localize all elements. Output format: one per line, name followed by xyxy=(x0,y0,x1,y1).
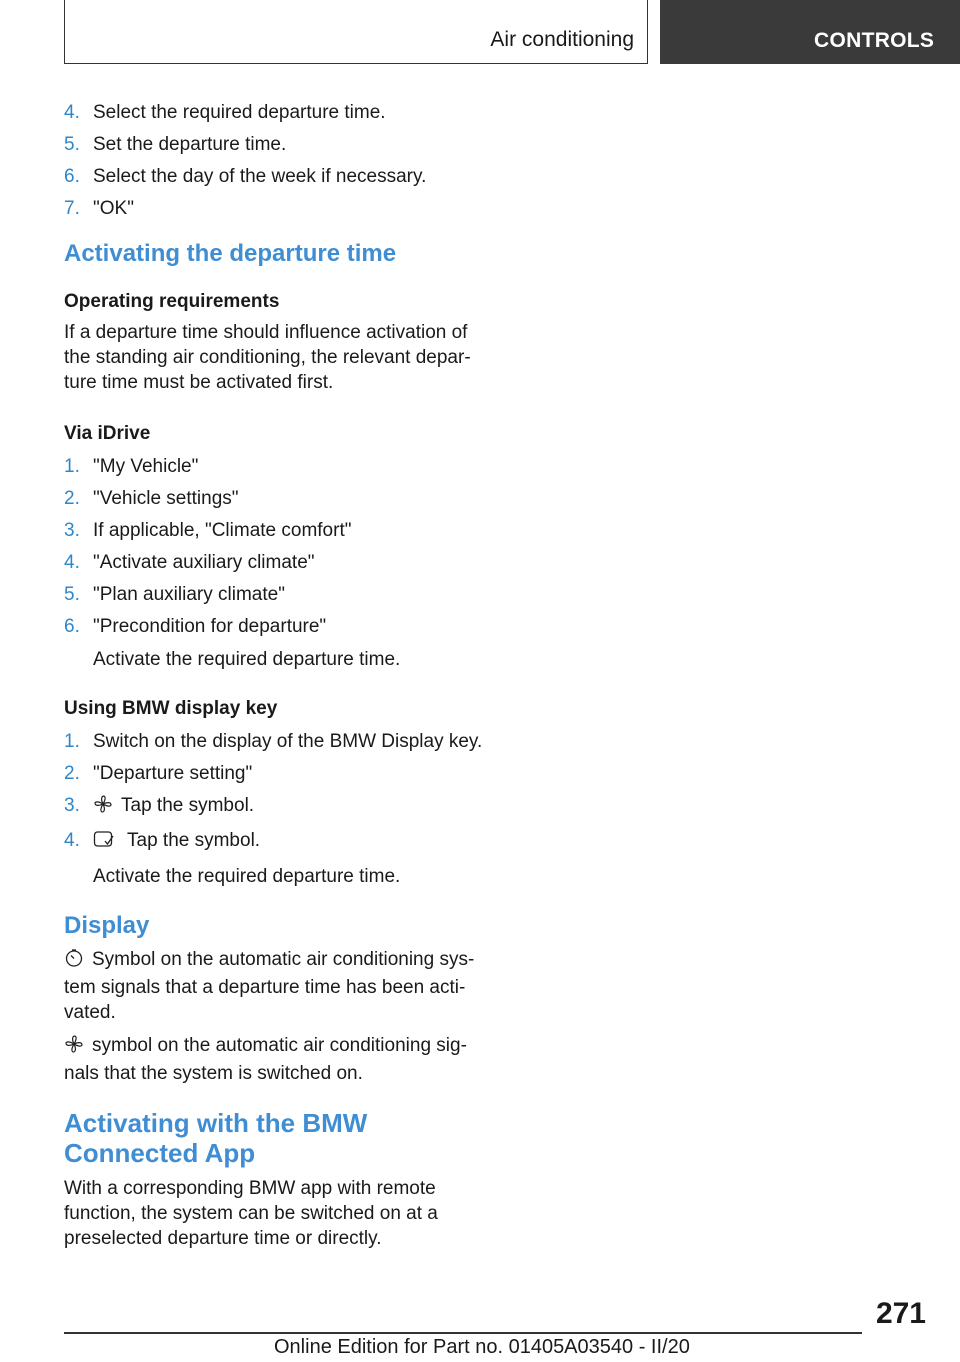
step-number: 4. xyxy=(64,830,80,851)
section-title: Air conditioning xyxy=(490,28,634,51)
heading-display-key: Using BMW display key xyxy=(64,698,278,719)
list-item xyxy=(64,454,484,479)
connected-text: With a corresponding BMW app with remote function, the system can be switched on at a preselected departure time or directly. xyxy=(64,1178,438,1249)
heading-operating-requirements: Operating requirements xyxy=(64,291,280,312)
chapter-tab: CONTROLS xyxy=(660,0,960,64)
requirements-text: If a departure time should influence activation of the standing air conditioning, the relevant depar-ture time must be activated first. xyxy=(64,322,471,393)
step-text: "Precondition for departure" xyxy=(93,616,327,637)
list-item xyxy=(64,761,484,786)
heading-activating: Activating the departure time xyxy=(64,240,397,267)
step-text: "Vehicle settings" xyxy=(93,488,239,509)
step-number: 1. xyxy=(64,456,80,477)
step-note: Activate the required departure time. xyxy=(93,866,401,887)
step-text: Switch on the display of the BMW Display key. xyxy=(93,731,483,752)
step-text: If applicable, "Climate comfort" xyxy=(93,520,352,541)
list-item xyxy=(64,793,484,821)
step-number: 4. xyxy=(64,102,80,123)
list-item xyxy=(64,100,484,125)
step-number: 7. xyxy=(64,198,80,219)
list-item xyxy=(64,614,484,639)
step-number: 6. xyxy=(64,616,80,637)
list-item xyxy=(64,582,484,607)
step-text: "Departure setting" xyxy=(93,763,253,784)
step-number: 5. xyxy=(64,584,80,605)
step-text: Set the departure time. xyxy=(93,134,287,155)
step-number: 3. xyxy=(64,520,80,541)
display-text-timer: Symbol on the automatic air conditioning sys-tem signals that a departure time has been acti-vated. xyxy=(64,949,475,1023)
step-text: "Activate auxiliary climate" xyxy=(93,552,315,573)
fan-icon xyxy=(93,794,113,821)
step-number: 3. xyxy=(64,795,80,816)
step-text: Tap the symbol. xyxy=(127,830,261,851)
idrive-steps xyxy=(64,454,484,672)
list-item xyxy=(64,550,484,575)
clock-check-icon xyxy=(93,829,115,856)
timer-icon xyxy=(64,948,84,975)
step-number: 2. xyxy=(64,488,80,509)
step-text: "Plan auxiliary climate" xyxy=(93,584,285,605)
step-number: 5. xyxy=(64,134,80,155)
heading-connected-app: Activating with the BMW Connected App xyxy=(64,1108,368,1168)
key-steps xyxy=(64,729,484,889)
fan-icon xyxy=(64,1034,84,1061)
steps-top xyxy=(64,100,484,221)
step-text: "My Vehicle" xyxy=(93,456,199,477)
step-number: 2. xyxy=(64,763,80,784)
list-item xyxy=(64,729,484,754)
step-number: 1. xyxy=(64,731,80,752)
list-item xyxy=(64,518,484,543)
list-item xyxy=(64,486,484,511)
heading-display: Display xyxy=(64,912,150,939)
step-text: Select the required departure time. xyxy=(93,102,386,123)
display-text-fan: symbol on the automatic air conditioning sig-nals that the system is switched on. xyxy=(64,1035,467,1084)
heading-via-idrive: Via iDrive xyxy=(64,423,151,444)
step-number: 6. xyxy=(64,166,80,187)
page-number: 271 xyxy=(875,1297,926,1330)
step-text: "OK" xyxy=(93,198,134,219)
display-para-timer xyxy=(64,947,484,1025)
list-item xyxy=(64,828,484,856)
page-content xyxy=(64,100,484,1251)
step-text: Tap the symbol. xyxy=(121,795,255,816)
step-note: Activate the required departure time. xyxy=(93,649,401,670)
display-para-fan xyxy=(64,1033,484,1086)
list-item xyxy=(64,196,484,221)
footer-divider xyxy=(64,1332,862,1334)
step-text: Select the day of the week if necessary. xyxy=(93,166,427,187)
step-number: 4. xyxy=(64,552,80,573)
list-item xyxy=(64,164,484,189)
footer-edition: Online Edition for Part no. 01405A03540 - II/20 xyxy=(274,1336,690,1358)
list-item xyxy=(64,132,484,157)
